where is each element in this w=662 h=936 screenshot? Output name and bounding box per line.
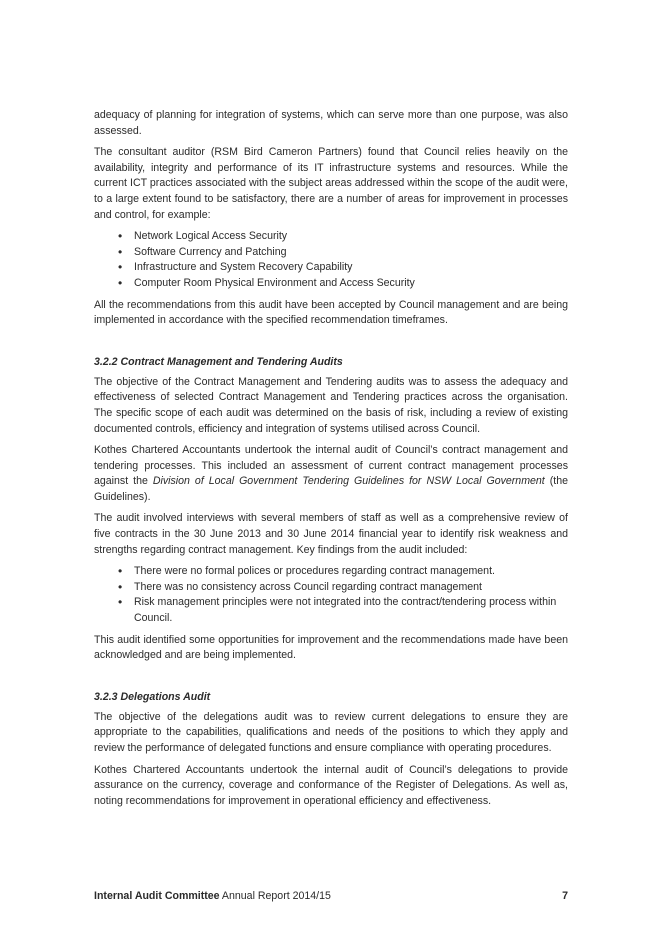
paragraph: The audit involved interviews with several members of staff as well as a comprehensive review of five contracts in the 30 June 2013 and 30 June 2014 financial year to identify risk weakness and strengths regarding contract management. Key findings from the audit included: — [94, 512, 568, 556]
bullet-list — [94, 229, 568, 291]
list-item: • There was no consistency across Council regarding contract management — [118, 580, 568, 596]
section-heading: 3.2.3 Delegations Audit — [94, 690, 211, 703]
list-item: • Software Currency and Patching — [118, 245, 568, 261]
text-span: (the Guidelines). — [94, 475, 568, 503]
list-item: • Infrastructure and System Recovery Capability — [118, 260, 568, 276]
section-heading: 3.2.2 Contract Management and Tendering Audits — [94, 355, 343, 368]
paragraph: The objective of the Contract Management and Tendering audits was to assess the adequacy and effectiveness of selected Contract Management and Tendering practices across the organisation. The specific scope of each audit was determined on the basis of risk, including a review of existing documented controls, efficiency and integration of systems utilised across Council. — [94, 375, 568, 435]
paragraph: This audit identified some opportunities for improvement and the recommendations made have been acknowledged and are being implemented. — [94, 633, 568, 662]
footer-title-bold: Internal Audit Committee — [94, 890, 220, 902]
guidelines-title: Division of Local Government Tendering Guidelines for NSW Local Government — [152, 475, 545, 488]
paragraph: Kothes Chartered Accountants undertook the internal audit of Council’s delegations to provide assurance on the currency, coverage and conformance of the Register of Delegations. As well as, noting recommendations for improvement in operational efficiency and effectiveness. — [94, 763, 568, 807]
paragraph: The consultant auditor (RSM Bird Cameron Partners) found that Council relies heavily on the availability, integrity and performance of its IT infrastructure systems and resources. While the current ICT practices associated with the subject areas addressed within the scope of the audit were, to a large extent found to be satisfactory, there are a number of areas for improvement in processes and control, for example: — [94, 146, 568, 221]
page-number: 7 — [562, 890, 568, 902]
paragraph — [94, 443, 568, 505]
paragraph: All the recommendations from this audit have been accepted by Council management and are being implemented in accordance with the specified recommendation timeframes. — [94, 298, 568, 327]
paragraph: The objective of the delegations audit was to review current delegations to ensure they are appropriate to the capabilities, qualifications and needs of the positions to which they apply and review the performance of delegated functions and ensure compliance with operating procedures. — [94, 710, 568, 754]
paragraph: adequacy of planning for integration of systems, which can serve more than one purpose, was also assessed. — [94, 109, 568, 137]
list-item: • Network Logical Access Security — [118, 229, 568, 245]
footer-title-rest: Annual Report 2014/15 — [219, 890, 331, 902]
list-item: • Computer Room Physical Environment and Access Security — [118, 276, 568, 292]
list-item: • Risk management principles were not integrated into the contract/tendering process within Council. — [118, 595, 568, 626]
bullet-list — [94, 564, 568, 626]
list-item: • There were no formal polices or procedures regarding contract management. — [118, 564, 568, 580]
footer-title — [94, 889, 331, 903]
text-span: Kothes Chartered Accountants undertook the internal audit of Council’s contract management and tendering processes. This included an assessment of current contract management processes against the — [94, 444, 568, 488]
document-body — [94, 108, 568, 815]
